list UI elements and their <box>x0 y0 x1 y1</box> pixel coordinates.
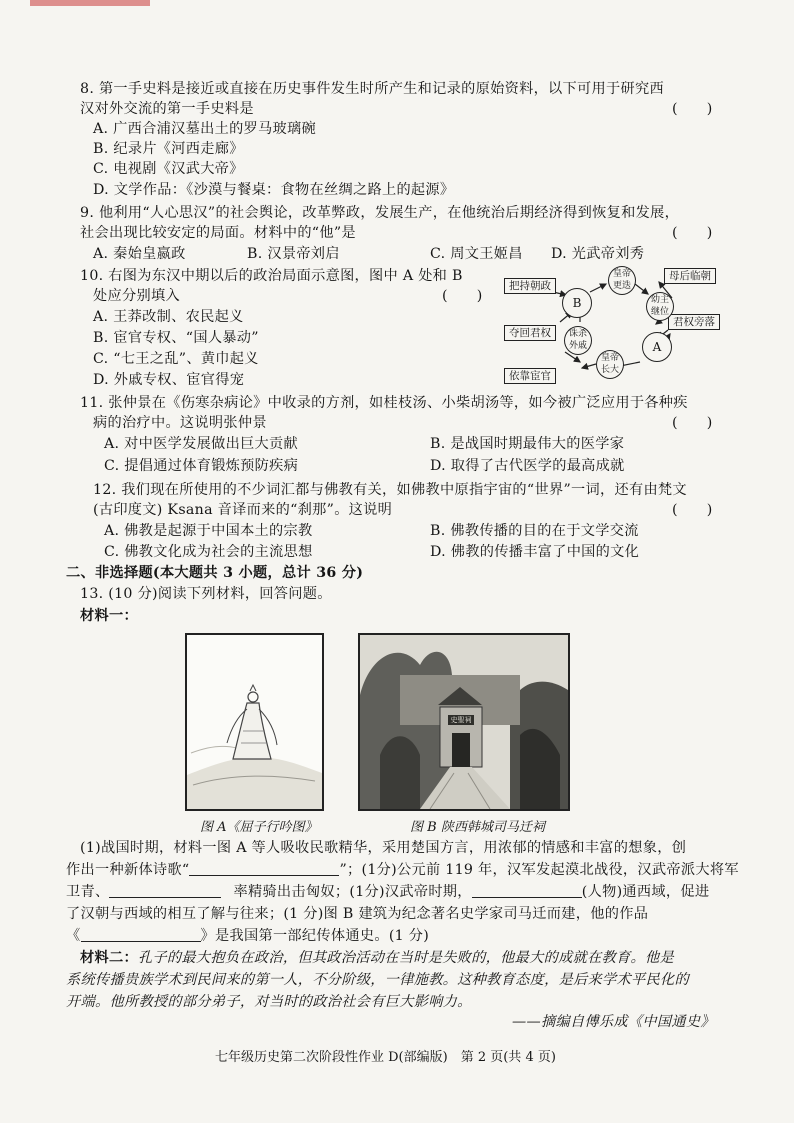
q11-option-a: A. 对中医学发展做出巨大贡献 <box>104 436 299 452</box>
diagram-box-regain-power: 夺回君权 <box>504 325 556 341</box>
diagram-circle-kill-relatives: 诛杀外戚 <box>564 326 592 355</box>
q10-option-b: B. 宦官专权、“国人暴动” <box>93 330 259 346</box>
caption-image-a: 图 A《屈子行吟图》 <box>200 820 318 835</box>
q13-part1-line5-pre: 《 <box>66 928 81 944</box>
image-sima-qian-temple <box>358 633 570 811</box>
diagram-circle-young-heir: 幼主继位 <box>646 292 674 321</box>
blank-new-poetry[interactable] <box>189 860 339 876</box>
q12-answer-paren: ( ) <box>672 502 713 518</box>
material-2-source: ——摘编自傅乐成《中国通史》 <box>512 1014 715 1030</box>
diagram-box-control-court: 把持朝政 <box>504 278 556 294</box>
q13-part1-line3 <box>66 882 709 902</box>
diagram-box-power-decline: 君权旁落 <box>668 314 720 330</box>
red-stamp-mark <box>30 0 150 6</box>
q12-option-d: D. 佛教的传播丰富了中国的文化 <box>430 544 640 560</box>
q9-answer-paren: ( ) <box>672 225 713 241</box>
blank-book-title[interactable] <box>81 926 201 942</box>
material-1-label: 材料一： <box>80 608 138 624</box>
gate-plaque-text: 史聖祠 <box>450 716 472 724</box>
q9-option-c: C. 周文王姬昌 <box>430 246 523 262</box>
q11-option-c: C. 提倡通过体育锻炼预防疾病 <box>104 458 299 474</box>
q9-option-b: B. 汉景帝刘启 <box>247 246 340 262</box>
q10-stem-line2: 处应分别填入 <box>93 288 180 304</box>
q9-option-a: A. 秦始皇嬴政 <box>93 246 186 262</box>
q10-option-c: C. “七王之乱”、黄巾起义 <box>93 351 259 367</box>
q12-option-c: C. 佛教文化成为社会的主流思想 <box>104 544 313 560</box>
q10-option-a: A. 王莽改制、农民起义 <box>93 309 244 325</box>
section-2-heading: 二、非选择题(本大题共 3 小题，总计 36 分) <box>66 565 364 581</box>
blank-person[interactable] <box>472 882 582 898</box>
q11-answer-paren: ( ) <box>672 415 713 431</box>
q10-option-d: D. 外戚专权、宦官得宠 <box>93 372 245 388</box>
q11-stem-line1: 11. 张仲景在《伤寒杂病论》中收录的方剂，如桂枝汤、小柴胡汤等，如今被广泛应用于各种疾 <box>80 395 688 411</box>
q8-stem-line2: 汉对外交流的第一手史料是 <box>80 101 254 117</box>
q8-option-b: B. 纪录片《河西走廊》 <box>93 141 244 157</box>
q12-stem-line2: (古印度文) Ksana 音译而来的“刹那”。这说明 <box>93 502 393 518</box>
q10-stem-line1: 10. 右图为东汉中期以后的政治局面示意图，图中 A 处和 B <box>80 268 463 284</box>
q12-option-b: B. 佛教传播的目的在于文学交流 <box>430 523 639 539</box>
diagram-circle-emperor-change: 皇帝更迭 <box>608 266 636 295</box>
q13-part1-line1: (1)战国时期，材料一图 A 等人吸收民歌精华，采用楚国方言，用浓郁的情感和丰富的想象，创 <box>80 840 687 856</box>
q8-answer-paren: ( ) <box>672 101 713 117</box>
diagram-circle-a: A <box>642 332 672 362</box>
q13-part1-line2 <box>66 860 739 880</box>
q13-part1-line4: 了汉朝与西域的相互了解与往来；(1 分)图 B 建筑为纪念著名史学家司马迁而建，他的作品 <box>66 906 649 922</box>
q13-part1-line2-post: ”；(1分)公元前 119 年，汉军发起漠北战役，汉武帝派大将军 <box>339 862 739 878</box>
q12-stem-line1: 12. 我们现在所使用的不少词汇都与佛教有关，如佛教中原指宇宙的“世界”一词，还有由梵文 <box>93 482 687 498</box>
diagram-circle-b: B <box>562 288 592 318</box>
q8-option-c: C. 电视剧《汉武大帝》 <box>93 161 244 177</box>
qu-yuan-figure-drawing <box>187 635 322 809</box>
q12-option-a: A. 佛教是起源于中国本土的宗教 <box>104 523 313 539</box>
blank-general[interactable] <box>109 882 221 898</box>
material-2-line3: 开端。他所教授的部分弟子，对当时的政治社会有巨大影响力。 <box>66 994 472 1010</box>
material-2-label: 材料二： <box>80 950 138 966</box>
q13-part1-line3-mid: 率精骑出击匈奴；(1分)汉武帝时期， <box>233 884 472 900</box>
q8-stem-line1: 8. 第一手史料是接近或直接在历史事件发生时所产生和记录的原始资料，以下可用于研究西 <box>80 81 664 97</box>
q13-part1-line3-post: (人物)通西域，促进 <box>581 884 710 900</box>
q8-option-a: A. 广西合浦汉墓出土的罗马玻璃碗 <box>93 121 316 137</box>
diagram-box-rely-eunuchs: 依靠宦官 <box>504 368 556 384</box>
q10-answer-paren: ( ) <box>442 288 483 304</box>
page-footer: 七年级历史第二次阶段性作业 D(部编版) 第 2 页(共 4 页) <box>215 1050 556 1065</box>
caption-image-b: 图 B 陕西韩城司马迁祠 <box>410 820 545 835</box>
material-2-line1 <box>80 948 674 968</box>
q11-stem-line2: 病的治疗中。这说明张仲景 <box>93 415 267 431</box>
politics-cycle-diagram <box>500 262 730 390</box>
q13-stem: 13. (10 分)阅读下列材料，回答问题。 <box>80 586 332 602</box>
q13-part1-line3-pre: 卫青、 <box>66 884 110 900</box>
q13-part1-line2-pre: 作出一种新体诗歌“ <box>66 862 190 878</box>
q11-option-b: B. 是战国时期最伟大的医学家 <box>430 436 625 452</box>
q8-option-d: D. 文学作品：《沙漠与餐桌：食物在丝绸之路上的起源》 <box>93 182 455 198</box>
diagram-circle-emperor-grows: 皇帝长大 <box>596 350 624 379</box>
q11-option-d: D. 取得了古代医学的最高成就 <box>430 458 625 474</box>
q9-option-d: D. 光武帝刘秀 <box>551 246 645 262</box>
q13-part1-line5 <box>66 926 429 946</box>
material-2-line2: 系统传播贵族学术到民间来的第一人，不分阶级，一律施教。这种教育态度，是后来学术平民化的 <box>66 972 689 988</box>
image-qu-yuan-painting <box>185 633 324 811</box>
q13-part1-line5-post: 》是我国第一部纪传体通史。(1 分) <box>200 928 430 944</box>
material-2-text1: 孔子的最大抱负在政治，但其政治活动在当时是失败的，他最大的成就在教育。他是 <box>137 950 674 966</box>
q9-stem-line2: 社会出现比较安定的局面。材料中的“他”是 <box>80 225 356 241</box>
diagram-box-empress-regency: 母后临朝 <box>664 268 716 284</box>
q9-stem-line1: 9. 他利用“人心思汉”的社会舆论，改革弊政，发展生产，在他统治后期经济得到恢复和发展， <box>80 205 680 221</box>
